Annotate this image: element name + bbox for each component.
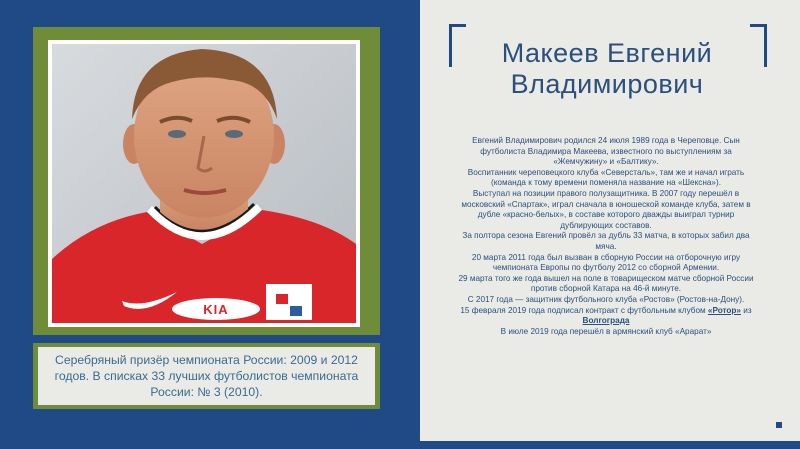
bottom-border	[420, 441, 800, 449]
bio-paragraph: С 2017 года — защитник футбольного клуба «Ростов» (Ростов-на-Дону).	[467, 294, 745, 304]
link-rotor[interactable]: «Ротор»	[707, 305, 741, 315]
bio-paragraph: Воспитанник череповецкого клуба «Северсталь», там же и начал играть (команда к тому времени поменяла название на «Шексна»).	[467, 167, 745, 188]
player-portrait	[52, 44, 356, 323]
corner-square	[776, 422, 782, 428]
page-title: Макеев Евгений Владимирович	[501, 38, 713, 99]
bio-paragraph	[456, 306, 756, 327]
bio-paragraph: За полтора сезона Евгений провёл за дубль 33 матча, в которых забил два мяча.	[462, 231, 750, 251]
title-bracket-right	[750, 24, 767, 67]
link-volgograd[interactable]: Волгограда	[582, 316, 630, 326]
bio-text: 15 февраля 2019 года подписал контракт с футбольным клубом	[460, 305, 708, 315]
jersey-sponsor-logo	[172, 298, 260, 320]
bio-text: из	[741, 305, 752, 315]
jersey-sponsor-text: KIA	[203, 301, 229, 317]
bio-paragraph: Евгений Владимирович родился 24 июля 1989 года в Череповце. Сын футболиста Владимира Макеева, известного по выступлениям за «Жемчужину» и «Балтику».	[472, 136, 740, 167]
bio-paragraph: 20 марта 2011 года был вызван в сборную России на отборочную игру чемпионата Европы по футболу 2012 со сборной Армении.	[471, 252, 741, 273]
player-photo	[52, 44, 356, 323]
achievements-caption: Серебряный призёр чемпионата России: 2009 и 2012 годов. В списках 33 лучших футболистов чемпионата России: № 3 (2010).	[38, 347, 375, 405]
bio-paragraph: В июле 2019 года перешёл в армянский клуб «Арарат»	[500, 326, 712, 336]
biography-text	[456, 136, 756, 337]
bio-paragraph: 29 марта того же года вышел на поле в товарищеском матче сборной России против сборной Катара на 46-й минуте.	[458, 273, 754, 294]
bio-paragraph: Выступал на позиции правого полузащитника. В 2007 году перешёл в московский «Спартак», играл сначала в юношеской команде клуба, затем в дубле «красно-белых», в составе которого дважды выиграл турнир дублирующих составов.	[461, 188, 751, 230]
title-bracket-left	[449, 24, 466, 67]
